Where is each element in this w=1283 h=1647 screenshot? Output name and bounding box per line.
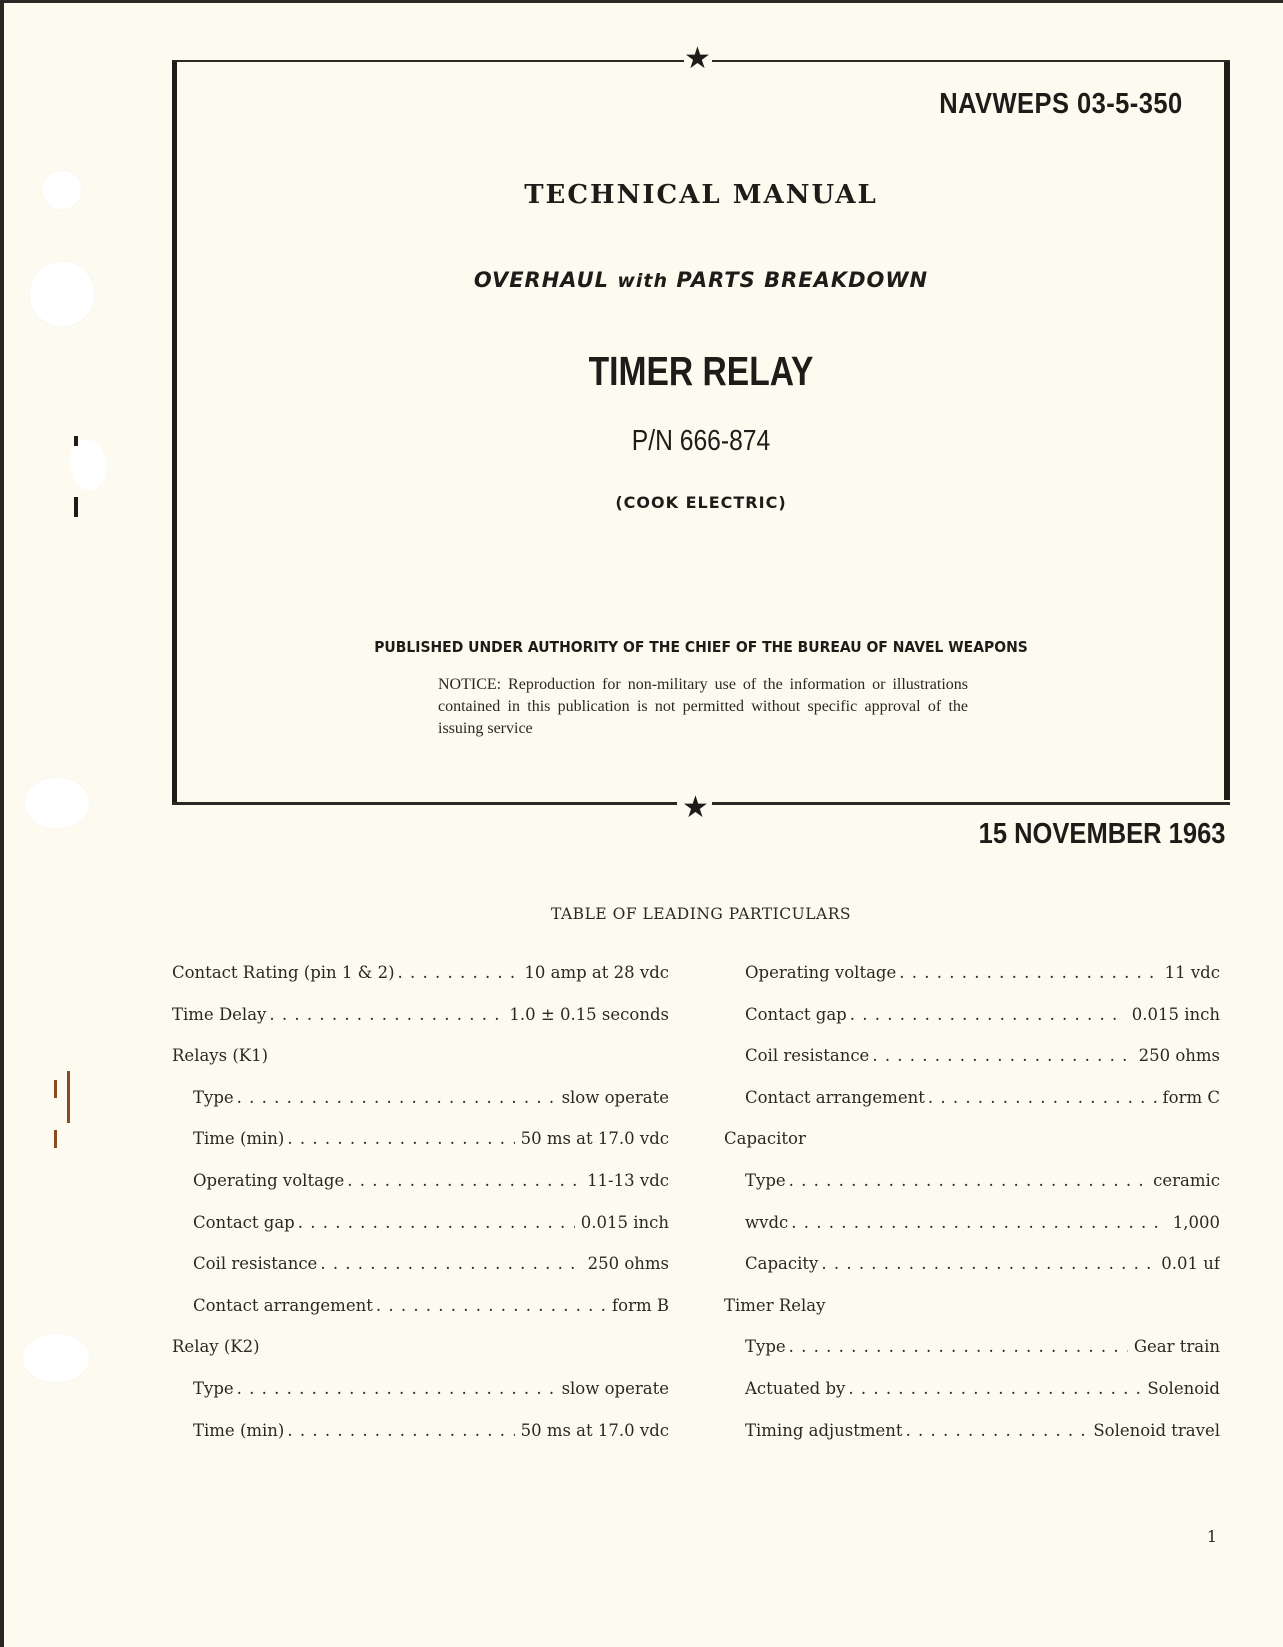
item-name: TIMER RELAY xyxy=(588,348,814,394)
leader-dots xyxy=(237,1379,556,1398)
section-heading xyxy=(172,1337,669,1379)
leader-dots xyxy=(298,1213,575,1232)
star-icon: ★ xyxy=(682,790,709,825)
publication-date: 15 NOVEMBER 1963 xyxy=(978,818,1225,850)
row-value: 50 ms at 17.0 vdc xyxy=(520,1129,669,1149)
table-row xyxy=(724,963,1220,1005)
table-row xyxy=(724,1213,1220,1255)
row-value: 1,000 xyxy=(1172,1212,1220,1232)
leader-dots xyxy=(287,1129,514,1148)
leader-dots xyxy=(848,1379,1141,1398)
row-value: 1.0 ± 0.15 seconds xyxy=(509,1004,669,1024)
frame-border xyxy=(172,60,684,62)
row-value: slow operate xyxy=(561,1087,669,1107)
row-value: ceramic xyxy=(1153,1170,1220,1190)
row-label: Operating voltage xyxy=(745,963,897,982)
table-row xyxy=(724,1254,1220,1296)
row-label: Contact gap xyxy=(745,1004,847,1024)
scan-mark xyxy=(74,436,78,446)
row-label: Type xyxy=(745,1337,786,1357)
table-row xyxy=(172,1379,669,1421)
table-row xyxy=(724,1421,1220,1463)
punch-hole xyxy=(29,261,95,327)
table-row xyxy=(724,1379,1220,1421)
paper-tear xyxy=(70,440,106,490)
row-value: 0.015 inch xyxy=(1131,1004,1220,1024)
table-row xyxy=(172,1213,669,1255)
star-icon: ★ xyxy=(684,41,711,76)
scan-mark xyxy=(54,1130,57,1148)
row-value: Solenoid travel xyxy=(1093,1420,1220,1440)
row-label: Timing adjustment xyxy=(745,1420,903,1440)
table-row xyxy=(172,963,669,1005)
table-row xyxy=(172,1171,669,1213)
row-label: Contact arrangement xyxy=(193,1295,373,1315)
leader-dots xyxy=(237,1088,556,1107)
row-value: Gear train xyxy=(1133,1337,1220,1357)
scan-mark xyxy=(74,497,78,517)
row-label: Coil resistance xyxy=(745,1046,870,1066)
leader-dots xyxy=(791,1213,1167,1232)
table-row xyxy=(172,1088,669,1130)
leader-dots xyxy=(320,1254,581,1273)
row-value: 11-13 vdc xyxy=(587,1170,669,1190)
row-label: Capacitor xyxy=(724,1129,806,1149)
row-value: form B xyxy=(612,1295,669,1315)
row-value: form C xyxy=(1162,1087,1220,1107)
manufacturer: (COOK ELECTRIC) xyxy=(615,493,787,512)
row-value: 10 amp at 28 vdc xyxy=(524,963,669,982)
row-value: 0.01 uf xyxy=(1161,1254,1220,1274)
leader-dots xyxy=(899,963,1158,982)
row-label: Type xyxy=(193,1087,234,1107)
frame-border xyxy=(712,802,1230,805)
section-heading xyxy=(172,1046,669,1088)
manual-subtitle xyxy=(172,268,1230,292)
publishing-authority: PUBLISHED UNDER AUTHORITY OF THE CHIEF OF THE BUREAU OF NAVEL WEAPONS xyxy=(374,638,1028,656)
part-number: P/N 666-874 xyxy=(631,425,771,457)
leader-dots xyxy=(269,1005,503,1024)
row-label: Time (min) xyxy=(193,1129,285,1149)
row-value: 50 ms at 17.0 vdc xyxy=(520,1420,669,1440)
row-label: Coil resistance xyxy=(193,1254,318,1274)
leader-dots xyxy=(789,1337,1128,1356)
frame-border xyxy=(1224,60,1230,800)
page-number: 1 xyxy=(1206,1527,1217,1546)
leader-dots xyxy=(906,1421,1088,1440)
table-row xyxy=(172,1005,669,1047)
leader-dots xyxy=(789,1171,1147,1190)
row-value: slow operate xyxy=(561,1378,669,1398)
row-value: 250 ohms xyxy=(587,1254,669,1274)
row-label: Contact Rating (pin 1 & 2) xyxy=(172,963,395,982)
row-label: wvdc xyxy=(745,1212,789,1232)
row-label: Time (min) xyxy=(193,1420,285,1440)
page-edge xyxy=(0,0,4,1647)
leader-dots xyxy=(398,963,519,982)
section-heading xyxy=(724,1296,1220,1338)
scan-mark xyxy=(54,1080,57,1098)
row-label: Contact arrangement xyxy=(745,1087,925,1107)
row-value: 250 ohms xyxy=(1138,1046,1220,1066)
table-row xyxy=(172,1129,669,1171)
table-row xyxy=(724,1171,1220,1213)
particulars-right-column xyxy=(724,963,1220,1462)
row-label: Relays (K1) xyxy=(172,1046,269,1066)
leader-dots xyxy=(850,1005,1126,1024)
row-label: Relay (K2) xyxy=(172,1337,260,1357)
punch-hole xyxy=(22,1333,90,1383)
leader-dots xyxy=(287,1421,514,1440)
table-row xyxy=(172,1254,669,1296)
leader-dots xyxy=(928,1088,1157,1107)
row-label: Type xyxy=(193,1378,234,1398)
particulars-left-column xyxy=(172,963,669,1462)
row-label: Time Delay xyxy=(172,1004,267,1024)
table-row xyxy=(724,1046,1220,1088)
row-value: 11 vdc xyxy=(1164,963,1220,982)
frame-border xyxy=(712,60,1230,62)
subtitle-part: OVERHAUL xyxy=(473,268,610,292)
row-label: Timer Relay xyxy=(724,1295,826,1315)
reproduction-notice: NOTICE: Reproduction for non-military use of the information or illustrations contained in this publication is not permitted without specific approval of the issuing service xyxy=(438,676,968,737)
scan-mark xyxy=(67,1071,70,1123)
table-row xyxy=(724,1337,1220,1379)
table-row xyxy=(172,1421,669,1463)
section-heading xyxy=(724,1129,1220,1171)
punch-hole xyxy=(42,170,82,210)
leader-dots xyxy=(376,1296,606,1315)
frame-border xyxy=(172,60,177,805)
row-label: Actuated by xyxy=(745,1378,846,1398)
leader-dots xyxy=(821,1254,1155,1273)
document-number: NAVWEPS 03-5-350 xyxy=(939,88,1183,120)
table-row xyxy=(172,1296,669,1338)
punch-hole xyxy=(24,777,90,829)
subtitle-part: with xyxy=(617,270,669,292)
frame-border xyxy=(172,802,677,805)
row-value: Solenoid xyxy=(1147,1378,1220,1398)
page-edge xyxy=(0,0,1283,3)
row-label: Type xyxy=(745,1170,786,1190)
leader-dots xyxy=(347,1171,581,1190)
table-row xyxy=(724,1005,1220,1047)
table-title: TABLE OF LEADING PARTICULARS xyxy=(551,905,851,923)
manual-title: TECHNICAL MANUAL xyxy=(524,180,878,210)
row-value: 0.015 inch xyxy=(580,1212,669,1232)
leader-dots xyxy=(872,1046,1132,1065)
row-label: Operating voltage xyxy=(193,1170,345,1190)
table-row xyxy=(724,1088,1220,1130)
row-label: Capacity xyxy=(745,1254,819,1274)
row-label: Contact gap xyxy=(193,1212,295,1232)
subtitle-part: PARTS BREAKDOWN xyxy=(676,268,929,292)
